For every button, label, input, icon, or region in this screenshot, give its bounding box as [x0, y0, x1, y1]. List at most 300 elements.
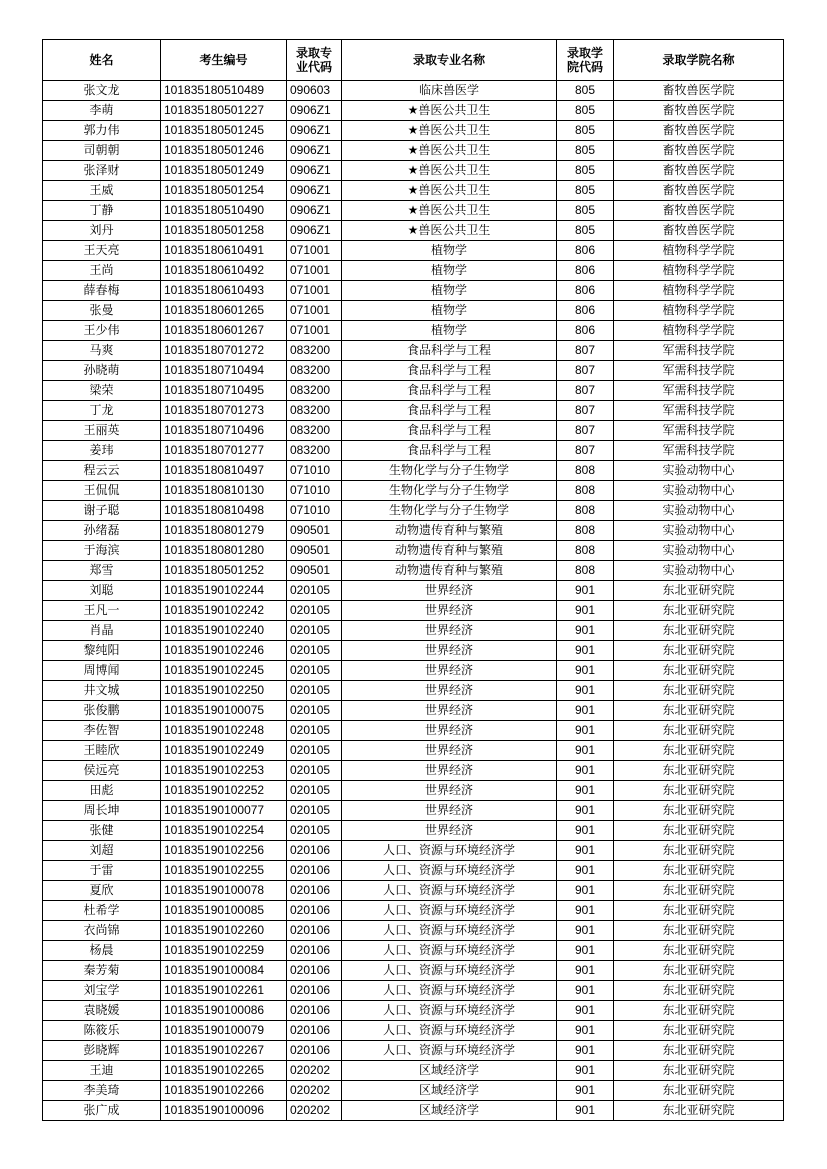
header-exam-id: 考生编号	[161, 40, 287, 81]
cell-major-code: 071001	[287, 261, 342, 281]
cell-exam-id: 101835190102267	[161, 1041, 287, 1061]
cell-college-name: 东北亚研究院	[614, 1021, 784, 1041]
table-row	[43, 161, 784, 181]
cell-college-name: 畜牧兽医学院	[614, 121, 784, 141]
cell-exam-id: 101835180501245	[161, 121, 287, 141]
cell-college-name: 东北亚研究院	[614, 721, 784, 741]
cell-major-name: 人口、资源与环境经济学	[342, 921, 557, 941]
cell-college-name: 东北亚研究院	[614, 821, 784, 841]
cell-exam-id: 101835190102266	[161, 1081, 287, 1101]
cell-college-name: 东北亚研究院	[614, 881, 784, 901]
cell-exam-id: 101835180710496	[161, 421, 287, 441]
cell-college-name: 东北亚研究院	[614, 841, 784, 861]
cell-college-name: 畜牧兽医学院	[614, 101, 784, 121]
cell-major-name: 世界经济	[342, 661, 557, 681]
cell-major-code: 020105	[287, 761, 342, 781]
cell-name: 程云云	[43, 461, 161, 481]
cell-college-code: 901	[557, 1061, 614, 1081]
cell-major-name: 动物遗传育种与繁殖	[342, 521, 557, 541]
cell-college-code: 901	[557, 641, 614, 661]
cell-college-code: 808	[557, 521, 614, 541]
cell-exam-id: 101835180610492	[161, 261, 287, 281]
cell-college-code: 901	[557, 1021, 614, 1041]
cell-name: 谢子聪	[43, 501, 161, 521]
cell-exam-id: 101835190100085	[161, 901, 287, 921]
cell-major-code: 020105	[287, 701, 342, 721]
cell-name: 刘聪	[43, 581, 161, 601]
cell-major-name: 人口、资源与环境经济学	[342, 1021, 557, 1041]
cell-major-name: 人口、资源与环境经济学	[342, 901, 557, 921]
cell-major-name: 区域经济学	[342, 1081, 557, 1101]
table-row	[43, 721, 784, 741]
table-row	[43, 461, 784, 481]
cell-college-name: 畜牧兽医学院	[614, 161, 784, 181]
cell-college-code: 901	[557, 981, 614, 1001]
cell-exam-id: 101835180801279	[161, 521, 287, 541]
cell-exam-id: 101835190102245	[161, 661, 287, 681]
cell-name: 于雷	[43, 861, 161, 881]
cell-exam-id: 101835180510490	[161, 201, 287, 221]
table-row	[43, 881, 784, 901]
cell-major-code: 020105	[287, 801, 342, 821]
cell-exam-id: 101835190102246	[161, 641, 287, 661]
cell-exam-id: 101835180710495	[161, 381, 287, 401]
cell-college-code: 806	[557, 281, 614, 301]
cell-major-code: 083200	[287, 381, 342, 401]
table-row	[43, 101, 784, 121]
cell-college-code: 806	[557, 261, 614, 281]
cell-college-code: 807	[557, 421, 614, 441]
cell-name: 王凡一	[43, 601, 161, 621]
cell-name: 王少伟	[43, 321, 161, 341]
table-body	[43, 81, 784, 1121]
cell-college-name: 东北亚研究院	[614, 621, 784, 641]
cell-major-name: 临床兽医学	[342, 81, 557, 101]
cell-major-name: 人口、资源与环境经济学	[342, 1001, 557, 1021]
cell-name: 王迪	[43, 1061, 161, 1081]
cell-college-name: 东北亚研究院	[614, 641, 784, 661]
cell-major-name: 植物学	[342, 321, 557, 341]
cell-major-code: 071001	[287, 301, 342, 321]
cell-major-name: 世界经济	[342, 821, 557, 841]
table-row	[43, 1021, 784, 1041]
cell-major-name: 世界经济	[342, 601, 557, 621]
cell-major-code: 020105	[287, 581, 342, 601]
cell-name: 张曼	[43, 301, 161, 321]
cell-major-name: 区域经济学	[342, 1061, 557, 1081]
cell-major-name: 植物学	[342, 301, 557, 321]
cell-exam-id: 101835180810130	[161, 481, 287, 501]
cell-major-code: 071010	[287, 461, 342, 481]
cell-college-name: 畜牧兽医学院	[614, 221, 784, 241]
cell-college-name: 东北亚研究院	[614, 941, 784, 961]
cell-college-code: 901	[557, 661, 614, 681]
cell-exam-id: 101835190102249	[161, 741, 287, 761]
table-row	[43, 741, 784, 761]
cell-major-code: 0906Z1	[287, 221, 342, 241]
cell-major-code: 020202	[287, 1061, 342, 1081]
cell-major-code: 020106	[287, 1021, 342, 1041]
cell-name: 张健	[43, 821, 161, 841]
cell-college-code: 808	[557, 541, 614, 561]
table-row	[43, 641, 784, 661]
cell-name: 肖晶	[43, 621, 161, 641]
cell-college-code: 901	[557, 601, 614, 621]
table-row	[43, 661, 784, 681]
cell-exam-id: 101835180510489	[161, 81, 287, 101]
table-row	[43, 301, 784, 321]
cell-college-name: 植物科学学院	[614, 281, 784, 301]
cell-college-code: 901	[557, 1041, 614, 1061]
table-row	[43, 201, 784, 221]
cell-major-name: 食品科学与工程	[342, 361, 557, 381]
table-row	[43, 321, 784, 341]
cell-major-name: 区域经济学	[342, 1101, 557, 1121]
cell-college-name: 植物科学学院	[614, 301, 784, 321]
cell-college-code: 807	[557, 361, 614, 381]
cell-major-name: 世界经济	[342, 761, 557, 781]
cell-major-code: 090501	[287, 541, 342, 561]
cell-college-code: 805	[557, 161, 614, 181]
cell-major-name: 食品科学与工程	[342, 441, 557, 461]
cell-college-code: 808	[557, 461, 614, 481]
cell-college-name: 军需科技学院	[614, 421, 784, 441]
cell-exam-id: 101835190100086	[161, 1001, 287, 1021]
cell-major-name: 食品科学与工程	[342, 341, 557, 361]
cell-name: 陈筱乐	[43, 1021, 161, 1041]
cell-college-name: 东北亚研究院	[614, 761, 784, 781]
cell-major-name: 人口、资源与环境经济学	[342, 841, 557, 861]
table-row	[43, 421, 784, 441]
cell-college-code: 901	[557, 921, 614, 941]
cell-college-name: 植物科学学院	[614, 241, 784, 261]
cell-exam-id: 101835180610491	[161, 241, 287, 261]
cell-major-code: 0906Z1	[287, 181, 342, 201]
cell-major-code: 0906Z1	[287, 201, 342, 221]
cell-college-name: 东北亚研究院	[614, 961, 784, 981]
cell-name: 刘超	[43, 841, 161, 861]
cell-exam-id: 101835190102261	[161, 981, 287, 1001]
table-row	[43, 681, 784, 701]
table-row	[43, 561, 784, 581]
cell-exam-id: 101835180501258	[161, 221, 287, 241]
cell-exam-id: 101835190100084	[161, 961, 287, 981]
cell-major-name: 植物学	[342, 241, 557, 261]
cell-name: 衣尚锦	[43, 921, 161, 941]
header-college-code: 录取学 院代码	[557, 40, 614, 81]
cell-name: 张广成	[43, 1101, 161, 1121]
cell-exam-id: 101835180701272	[161, 341, 287, 361]
cell-exam-id: 101835180501246	[161, 141, 287, 161]
cell-major-name: 食品科学与工程	[342, 421, 557, 441]
cell-college-name: 军需科技学院	[614, 441, 784, 461]
cell-exam-id: 101835190102265	[161, 1061, 287, 1081]
table-row	[43, 261, 784, 281]
cell-major-code: 020106	[287, 941, 342, 961]
table-row	[43, 1081, 784, 1101]
cell-college-name: 实验动物中心	[614, 521, 784, 541]
table-row	[43, 981, 784, 1001]
cell-college-name: 实验动物中心	[614, 541, 784, 561]
table-row	[43, 601, 784, 621]
cell-major-code: 020105	[287, 621, 342, 641]
cell-major-code: 020202	[287, 1081, 342, 1101]
cell-college-code: 901	[557, 681, 614, 701]
cell-name: 夏欣	[43, 881, 161, 901]
cell-major-code: 083200	[287, 441, 342, 461]
cell-college-name: 实验动物中心	[614, 501, 784, 521]
table-row	[43, 241, 784, 261]
cell-exam-id: 101835190100096	[161, 1101, 287, 1121]
cell-major-code: 020106	[287, 861, 342, 881]
cell-name: 丁龙	[43, 401, 161, 421]
cell-major-name: 世界经济	[342, 781, 557, 801]
cell-major-name: 生物化学与分子生物学	[342, 501, 557, 521]
cell-major-code: 071001	[287, 281, 342, 301]
table-row	[43, 821, 784, 841]
cell-college-code: 901	[557, 781, 614, 801]
table-row	[43, 801, 784, 821]
cell-major-name: ★兽医公共卫生	[342, 221, 557, 241]
header-major-name: 录取专业名称	[342, 40, 557, 81]
cell-major-name: 世界经济	[342, 721, 557, 741]
cell-major-name: 世界经济	[342, 681, 557, 701]
cell-name: 侯远亮	[43, 761, 161, 781]
cell-major-name: 植物学	[342, 281, 557, 301]
cell-college-name: 实验动物中心	[614, 481, 784, 501]
cell-exam-id: 101835190100078	[161, 881, 287, 901]
table-row	[43, 81, 784, 101]
cell-major-name: ★兽医公共卫生	[342, 121, 557, 141]
cell-college-code: 901	[557, 1101, 614, 1121]
cell-college-name: 东北亚研究院	[614, 981, 784, 1001]
cell-college-code: 806	[557, 241, 614, 261]
cell-major-code: 020105	[287, 741, 342, 761]
cell-major-code: 083200	[287, 401, 342, 421]
cell-major-name: 人口、资源与环境经济学	[342, 941, 557, 961]
table-row	[43, 221, 784, 241]
cell-major-name: ★兽医公共卫生	[342, 141, 557, 161]
cell-name: 孙绪磊	[43, 521, 161, 541]
cell-college-name: 东北亚研究院	[614, 1101, 784, 1121]
table-row	[43, 481, 784, 501]
cell-major-code: 0906Z1	[287, 141, 342, 161]
cell-exam-id: 101835190102260	[161, 921, 287, 941]
cell-college-code: 805	[557, 121, 614, 141]
cell-exam-id: 101835190102240	[161, 621, 287, 641]
table-row	[43, 921, 784, 941]
cell-major-code: 020106	[287, 961, 342, 981]
cell-name: 王丽英	[43, 421, 161, 441]
cell-major-code: 020105	[287, 781, 342, 801]
cell-college-code: 901	[557, 721, 614, 741]
table-row	[43, 841, 784, 861]
cell-exam-id: 101835190102252	[161, 781, 287, 801]
cell-name: 张文龙	[43, 81, 161, 101]
cell-college-code: 807	[557, 441, 614, 461]
cell-major-code: 0906Z1	[287, 161, 342, 181]
cell-college-code: 901	[557, 801, 614, 821]
cell-exam-id: 101835190100077	[161, 801, 287, 821]
cell-major-name: 世界经济	[342, 741, 557, 761]
table-row	[43, 141, 784, 161]
cell-major-code: 020105	[287, 721, 342, 741]
cell-exam-id: 101835180610493	[161, 281, 287, 301]
cell-major-code: 0906Z1	[287, 121, 342, 141]
cell-college-name: 植物科学学院	[614, 261, 784, 281]
cell-college-name: 畜牧兽医学院	[614, 81, 784, 101]
cell-college-code: 805	[557, 201, 614, 221]
cell-major-code: 020106	[287, 841, 342, 861]
cell-name: 姜玮	[43, 441, 161, 461]
cell-major-name: 植物学	[342, 261, 557, 281]
cell-exam-id: 101835190100075	[161, 701, 287, 721]
cell-major-name: 生物化学与分子生物学	[342, 481, 557, 501]
table-row	[43, 1001, 784, 1021]
cell-name: 李萌	[43, 101, 161, 121]
cell-college-code: 901	[557, 581, 614, 601]
cell-college-name: 东北亚研究院	[614, 681, 784, 701]
cell-college-name: 东北亚研究院	[614, 701, 784, 721]
cell-major-name: ★兽医公共卫生	[342, 181, 557, 201]
cell-major-code: 071010	[287, 501, 342, 521]
table-row	[43, 761, 784, 781]
cell-exam-id: 101835180801280	[161, 541, 287, 561]
cell-exam-id: 101835180810497	[161, 461, 287, 481]
cell-name: 王尚	[43, 261, 161, 281]
cell-exam-id: 101835180710494	[161, 361, 287, 381]
cell-college-name: 实验动物中心	[614, 461, 784, 481]
cell-college-code: 808	[557, 501, 614, 521]
cell-college-name: 东北亚研究院	[614, 741, 784, 761]
cell-college-code: 901	[557, 1081, 614, 1101]
cell-name: 张泽财	[43, 161, 161, 181]
cell-major-code: 020106	[287, 1001, 342, 1021]
cell-name: 刘宝学	[43, 981, 161, 1001]
table-row	[43, 901, 784, 921]
cell-college-name: 东北亚研究院	[614, 921, 784, 941]
cell-exam-id: 101835180810498	[161, 501, 287, 521]
cell-major-code: 020105	[287, 601, 342, 621]
cell-college-name: 畜牧兽医学院	[614, 181, 784, 201]
cell-major-name: 食品科学与工程	[342, 381, 557, 401]
cell-major-name: 人口、资源与环境经济学	[342, 981, 557, 1001]
cell-major-code: 020106	[287, 881, 342, 901]
cell-college-code: 901	[557, 701, 614, 721]
cell-college-name: 植物科学学院	[614, 321, 784, 341]
cell-name: 王睦欣	[43, 741, 161, 761]
table-row	[43, 961, 784, 981]
cell-major-code: 020106	[287, 901, 342, 921]
cell-major-name: 世界经济	[342, 621, 557, 641]
cell-college-name: 东北亚研究院	[614, 1001, 784, 1021]
cell-exam-id: 101835180601267	[161, 321, 287, 341]
cell-college-code: 805	[557, 141, 614, 161]
cell-major-name: 人口、资源与环境经济学	[342, 961, 557, 981]
cell-name: 薛春梅	[43, 281, 161, 301]
cell-exam-id: 101835180501227	[161, 101, 287, 121]
cell-college-code: 806	[557, 321, 614, 341]
cell-major-code: 071001	[287, 321, 342, 341]
cell-major-code: 071010	[287, 481, 342, 501]
cell-major-code: 020106	[287, 921, 342, 941]
header-name: 姓名	[43, 40, 161, 81]
cell-major-code: 020105	[287, 641, 342, 661]
header-major-code: 录取专 业代码	[287, 40, 342, 81]
cell-college-name: 军需科技学院	[614, 341, 784, 361]
cell-name: 张俊鹏	[43, 701, 161, 721]
cell-major-name: 世界经济	[342, 801, 557, 821]
cell-name: 田彪	[43, 781, 161, 801]
cell-name: 杨晨	[43, 941, 161, 961]
cell-major-code: 020106	[287, 981, 342, 1001]
cell-major-code: 020105	[287, 821, 342, 841]
cell-major-name: 生物化学与分子生物学	[342, 461, 557, 481]
cell-name: 梁荣	[43, 381, 161, 401]
cell-college-name: 军需科技学院	[614, 361, 784, 381]
cell-name: 王天亮	[43, 241, 161, 261]
cell-college-name: 畜牧兽医学院	[614, 201, 784, 221]
cell-college-name: 东北亚研究院	[614, 601, 784, 621]
cell-college-code: 901	[557, 761, 614, 781]
table-row	[43, 541, 784, 561]
table-row	[43, 401, 784, 421]
table-row	[43, 861, 784, 881]
cell-college-code: 807	[557, 341, 614, 361]
cell-college-name: 东北亚研究院	[614, 1081, 784, 1101]
cell-major-name: 世界经济	[342, 641, 557, 661]
cell-exam-id: 101835190102248	[161, 721, 287, 741]
cell-major-name: ★兽医公共卫生	[342, 101, 557, 121]
table-row	[43, 361, 784, 381]
cell-name: 袁晓媛	[43, 1001, 161, 1021]
cell-exam-id: 101835180701273	[161, 401, 287, 421]
cell-exam-id: 101835190102250	[161, 681, 287, 701]
cell-college-name: 东北亚研究院	[614, 801, 784, 821]
cell-major-code: 083200	[287, 421, 342, 441]
cell-name: 郭力伟	[43, 121, 161, 141]
cell-exam-id: 101835190100079	[161, 1021, 287, 1041]
header-college-name: 录取学院名称	[614, 40, 784, 81]
cell-name: 司朝朝	[43, 141, 161, 161]
table-row	[43, 181, 784, 201]
cell-college-code: 901	[557, 961, 614, 981]
cell-exam-id: 101835190102244	[161, 581, 287, 601]
cell-name: 周博闻	[43, 661, 161, 681]
cell-college-name: 东北亚研究院	[614, 581, 784, 601]
cell-name: 彭晓辉	[43, 1041, 161, 1061]
table-row	[43, 1041, 784, 1061]
cell-college-name: 东北亚研究院	[614, 901, 784, 921]
cell-college-code: 901	[557, 861, 614, 881]
cell-college-code: 808	[557, 561, 614, 581]
cell-college-code: 805	[557, 221, 614, 241]
table-row	[43, 281, 784, 301]
cell-exam-id: 101835190102255	[161, 861, 287, 881]
table-row	[43, 521, 784, 541]
cell-exam-id: 101835190102242	[161, 601, 287, 621]
cell-major-name: 食品科学与工程	[342, 401, 557, 421]
cell-major-code: 083200	[287, 341, 342, 361]
table-row	[43, 341, 784, 361]
cell-college-name: 军需科技学院	[614, 381, 784, 401]
cell-college-code: 805	[557, 81, 614, 101]
cell-exam-id: 101835180701277	[161, 441, 287, 461]
cell-name: 刘丹	[43, 221, 161, 241]
table-row	[43, 381, 784, 401]
cell-college-name: 东北亚研究院	[614, 861, 784, 881]
cell-major-code: 090501	[287, 561, 342, 581]
